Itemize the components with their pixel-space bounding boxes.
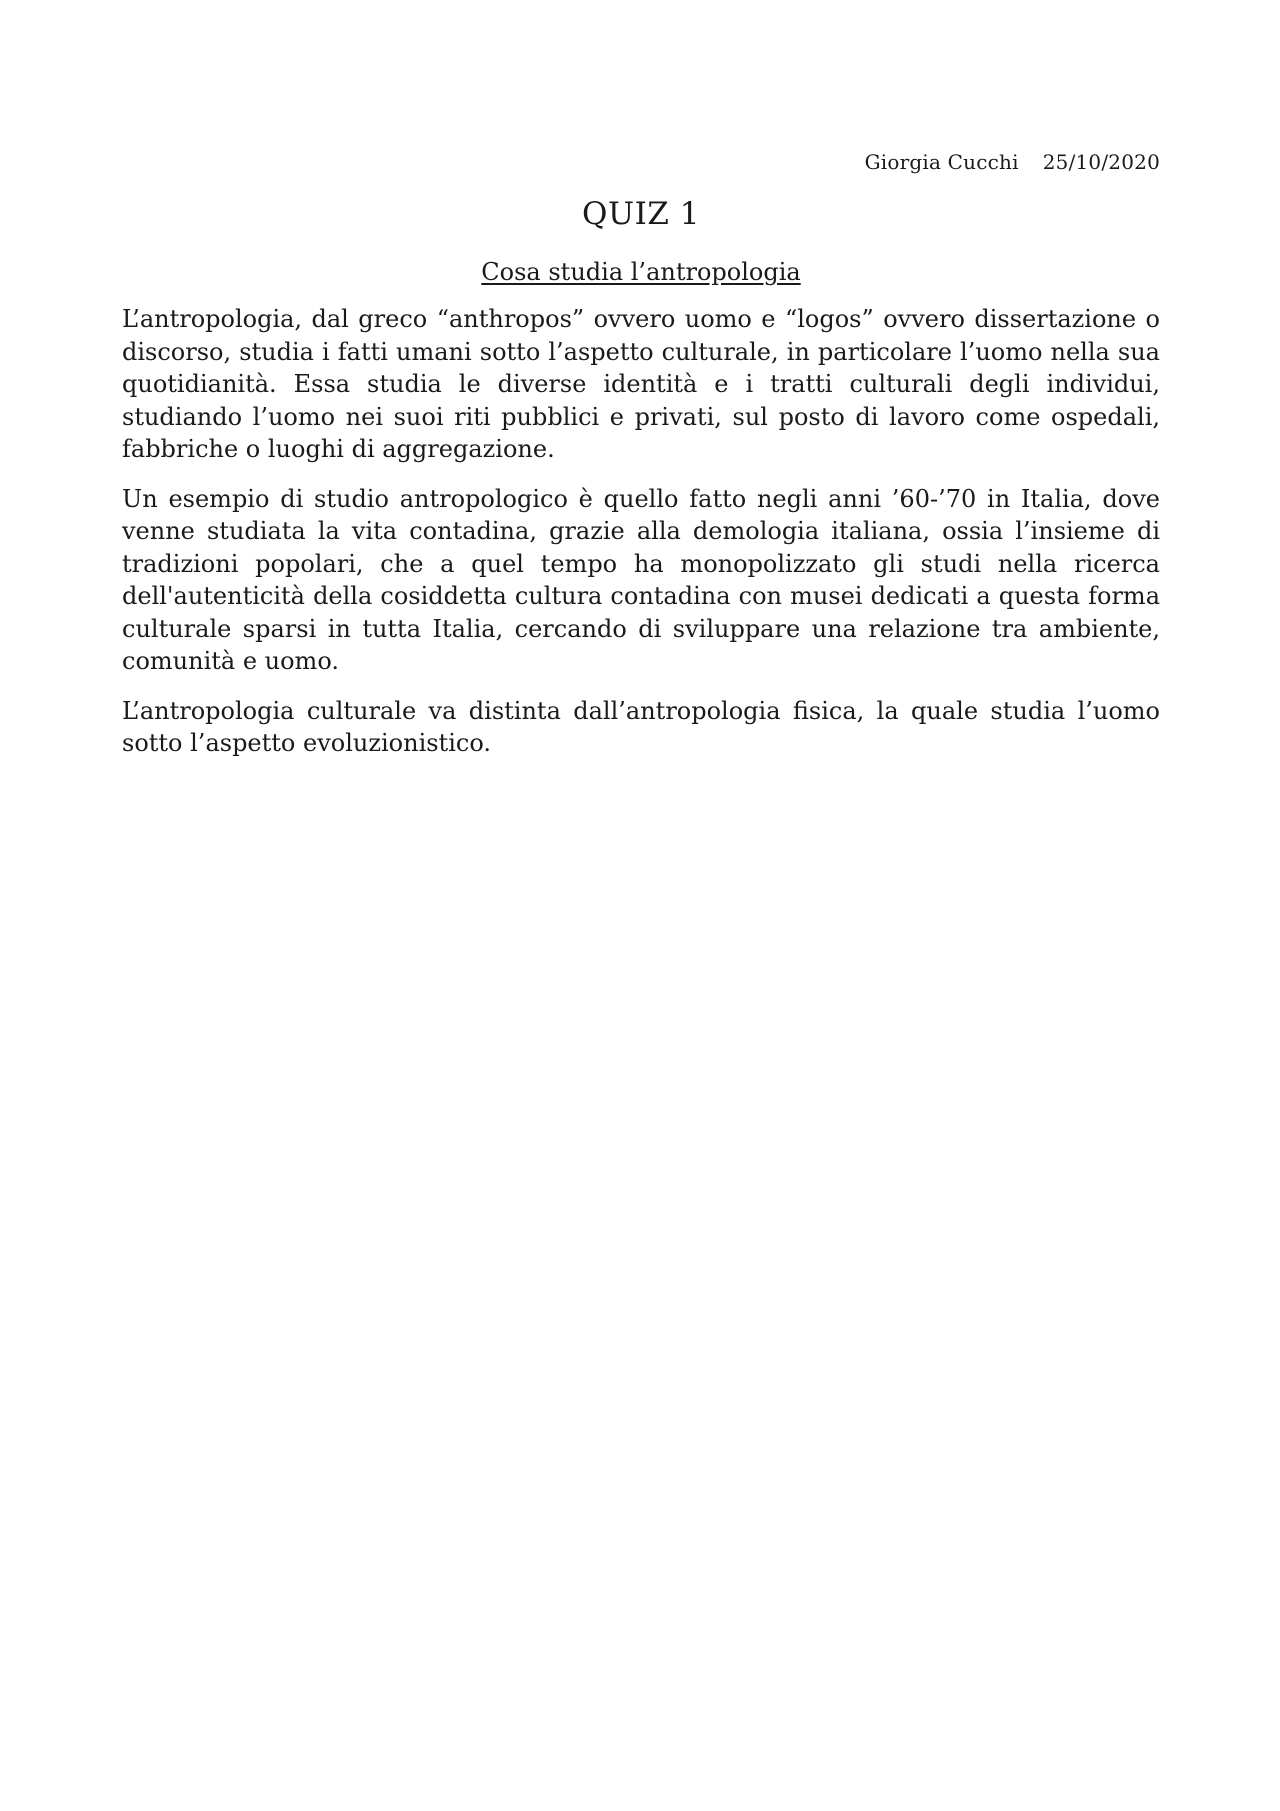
author-name: Giorgia Cucchi bbox=[864, 150, 1019, 174]
document-date: 25/10/2020 bbox=[1042, 150, 1160, 174]
paragraph-1: L’antropologia, dal greco “anthropos” ovvero uomo e “logos” ovvero dissertazione o discorso, studia i fatti umani sotto l’aspetto culturale, in particolare l’uomo nella sua quotidianità. Essa studia le diverse identità e i tratti culturali degli individui, studiando l’uomo nei suoi riti pubblici e privati, sul posto di lavoro come ospedali, fabbriche o luoghi di aggregazione. bbox=[122, 305, 1160, 463]
document-body bbox=[122, 303, 1160, 777]
section-subtitle: Cosa studia l’antropologia bbox=[481, 258, 801, 286]
paragraph-2: Un esempio di studio antropologico è quello fatto negli anni ’60-’70 in Italia, dove venne studiata la vita contadina, grazie alla demologia italiana, ossia l’insieme di tradizioni popolari, che a quel tempo ha monopolizzato gli studi nella ricerca dell'autenticità della cosiddetta cultura contadina con musei dedicati a questa forma culturale sparsi in tutta Italia, cercando di sviluppare una relazione tra ambiente, comunità e uomo. bbox=[122, 484, 1160, 675]
page-title: QUIZ 1 bbox=[582, 196, 700, 232]
header-meta bbox=[865, 150, 1160, 174]
paragraph-3: L’antropologia culturale va distinta dall’antropologia fisica, la quale studia l’uomo sotto l’aspetto evoluzionistico. bbox=[122, 696, 1160, 757]
